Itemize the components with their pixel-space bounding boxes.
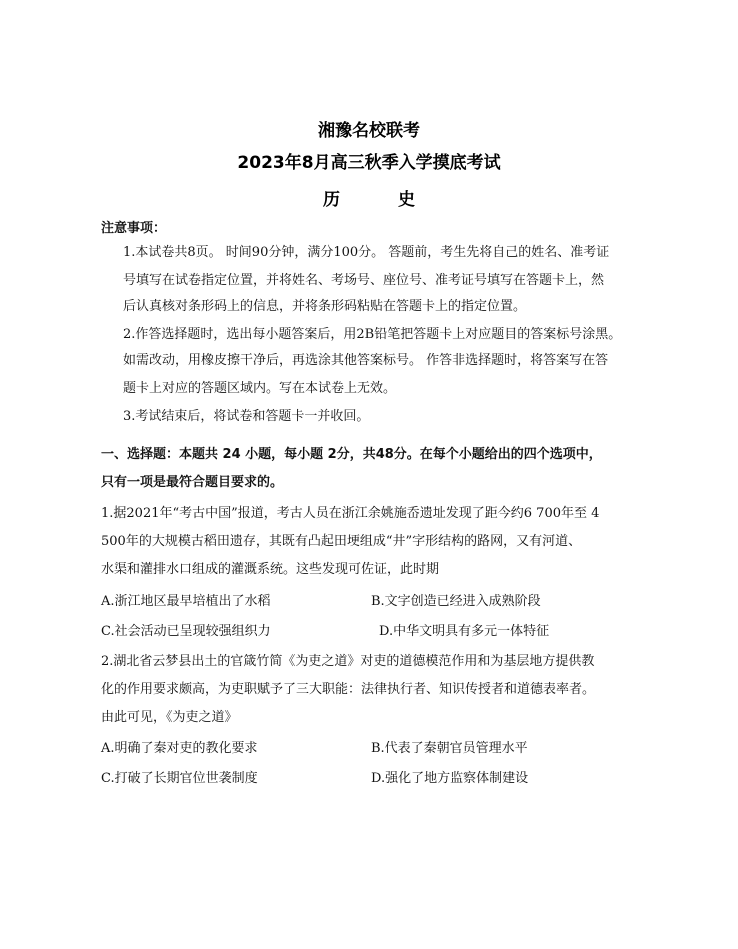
exam-title: 湘豫名校联考 <box>318 121 420 141</box>
question-2-option-a: A.明确了秦对吏的教化要求 <box>101 741 258 756</box>
notice-line: 题卡上对应的答题区域内。写在本试卷上无效。 <box>123 381 397 396</box>
question-2-option-d: D.强化了地方监察体制建设 <box>371 771 529 786</box>
question-2-stem: 由此可见，《为吏之道》 <box>101 710 238 725</box>
subject-char-2: 史 <box>398 190 415 210</box>
question-2-option-c: C.打破了长期官位世袭制度 <box>101 771 258 786</box>
section-heading: 一、选择题：本题共 24 小题，每小题 2分，共48分。在每个小题给出的四个选项中， <box>101 447 602 462</box>
notice-line: 如需改动，用橡皮擦干净后，再选涂其他答案标号。 作答非选择题时，将答案写在答 <box>123 353 609 368</box>
notice-line: 1.本试卷共8页。 时间90分钟，满分100分。 答题前，考生先将自己的姓名、准考证 <box>123 245 610 260</box>
question-1-option-d: D.中华文明具有多元一体特征 <box>379 624 550 639</box>
subject-title <box>0 185 738 210</box>
question-1-stem: 水渠和灌排水口组成的灌溉系统。这些发现可佐证，此时期 <box>101 562 440 577</box>
notice-line: 后认真核对条形码上的信息，并将条形码粘贴在答题卡上的指定位置。 <box>123 299 527 314</box>
question-1-option-b: B.文字创造已经进入成熟阶段 <box>371 594 541 609</box>
notice-line: 3.考试结束后，将试卷和答题卡一并收回。 <box>123 409 370 424</box>
question-1-option-a: A.浙江地区最早培植出了水稻 <box>101 594 271 609</box>
notice-heading: 注意事项： <box>101 221 167 236</box>
section-heading-cont: 只有一项是最符合题目要求的。 <box>101 475 284 490</box>
exam-subtitle: 2023年8月高三秋季入学摸底考试 <box>237 153 501 173</box>
notice-line: 号填写在试卷指定位置，并将姓名、考场号、座位号、准考证号填写在答题卡上，然 <box>123 273 605 288</box>
notice-line: 2.作答选择题时，选出每小题答案后，用2B铅笔把答题卡上对应题目的答案标号涂黑。 <box>123 327 622 342</box>
question-2-stem: 2.湖北省云梦县出土的官箴竹简《为吏之道》对吏的道德模范作用和为基层地方提供教 <box>101 654 595 669</box>
subject-char-1: 历 <box>323 190 340 210</box>
question-1-stem: 1.据2021年“考古中国”报道，考古人员在浙江余姚施岙遗址发现了距今约6 700年至 4 <box>101 506 600 521</box>
question-2-stem: 化的作用要求颇高，为吏职赋予了三大职能：法律执行者、知识传授者和道德表率者。 <box>101 682 596 697</box>
question-1-stem: 500年的大规模古稻田遗存，其既有凸起田埂组成“井”字形结构的路网，又有河道、 <box>101 534 582 549</box>
question-1-option-c: C.社会活动已呈现较强组织力 <box>101 624 271 639</box>
question-2-option-b: B.代表了秦朝官员管理水平 <box>371 741 528 756</box>
